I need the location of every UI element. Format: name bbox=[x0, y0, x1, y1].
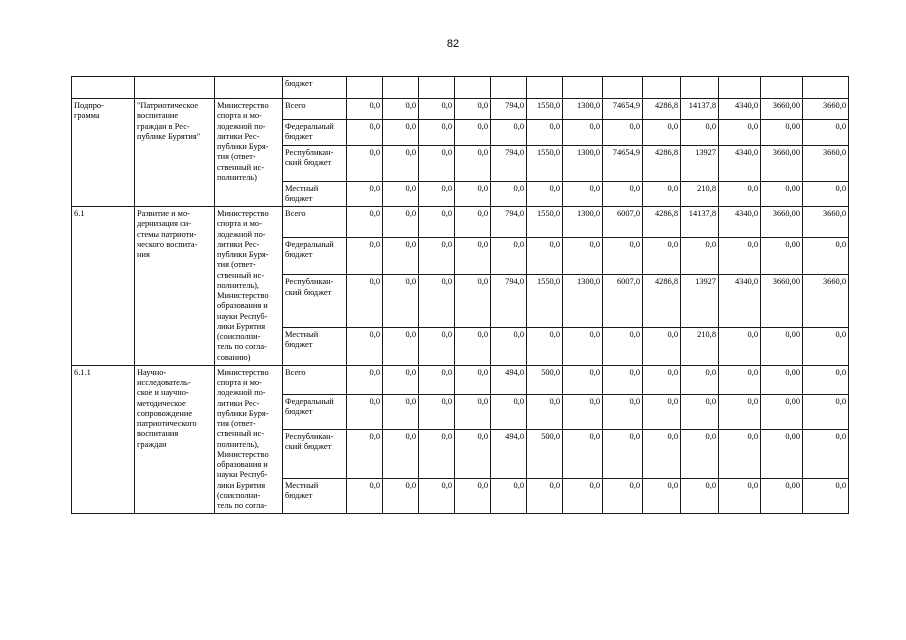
item-name: Научно- исследователь- ское и научно- методическое сопровождение патриотического воспитания граждан bbox=[135, 365, 215, 514]
value-cell: 0,0 bbox=[419, 429, 455, 479]
value-cell: 0,0 bbox=[347, 394, 383, 429]
value-cell: 0,0 bbox=[803, 120, 849, 146]
item-executor: Министерство спорта и мо- лодежной по- литики Рес- публики Буря- тия (ответ- ственный ис- полнитель) bbox=[215, 99, 283, 207]
value-cell: 0,0 bbox=[455, 275, 491, 328]
value-cell: 3660,00 bbox=[761, 207, 803, 238]
value-cell: 6007,0 bbox=[603, 207, 643, 238]
value-cell: 0,0 bbox=[383, 181, 419, 207]
value-cell: 3660,0 bbox=[803, 275, 849, 328]
budget-table bbox=[71, 76, 849, 514]
value-cell: 0,0 bbox=[455, 394, 491, 429]
item-code: 6.1 bbox=[72, 207, 135, 366]
value-cell: 0,0 bbox=[681, 365, 719, 394]
value-cell: 210,8 bbox=[681, 181, 719, 207]
value-cell: 3660,0 bbox=[803, 207, 849, 238]
value-cell: 0,0 bbox=[527, 237, 563, 274]
empty-value-cell bbox=[719, 77, 761, 99]
empty-value-cell bbox=[681, 77, 719, 99]
funding-source: Республикан- ский бюджет bbox=[283, 145, 347, 181]
empty-value-cell bbox=[383, 77, 419, 99]
value-cell: 0,0 bbox=[603, 394, 643, 429]
value-cell: 0,0 bbox=[455, 145, 491, 181]
value-cell: 0,0 bbox=[643, 394, 681, 429]
value-cell: 0,0 bbox=[603, 479, 643, 514]
value-cell: 13927 bbox=[681, 275, 719, 328]
value-cell: 4286,8 bbox=[643, 99, 681, 120]
value-cell: 0,00 bbox=[761, 479, 803, 514]
empty-value-cell bbox=[563, 77, 603, 99]
value-cell: 0,0 bbox=[347, 237, 383, 274]
value-cell: 4340,0 bbox=[719, 207, 761, 238]
value-cell: 0,0 bbox=[383, 275, 419, 328]
value-cell: 3660,0 bbox=[803, 99, 849, 120]
value-cell: 794,0 bbox=[491, 99, 527, 120]
funding-source: Всего bbox=[283, 99, 347, 120]
value-cell: 0,00 bbox=[761, 120, 803, 146]
value-cell: 0,0 bbox=[383, 328, 419, 366]
value-cell: 0,0 bbox=[383, 394, 419, 429]
value-cell: 0,0 bbox=[643, 120, 681, 146]
funding-source: Федеральный бюджет bbox=[283, 120, 347, 146]
value-cell: 0,0 bbox=[527, 181, 563, 207]
value-cell: 3660,00 bbox=[761, 99, 803, 120]
value-cell: 0,0 bbox=[563, 429, 603, 479]
value-cell: 0,0 bbox=[803, 328, 849, 366]
funding-source: Республикан- ский бюджет bbox=[283, 275, 347, 328]
value-cell: 6007,0 bbox=[603, 275, 643, 328]
value-cell: 0,0 bbox=[603, 365, 643, 394]
value-cell: 0,0 bbox=[643, 429, 681, 479]
value-cell: 0,0 bbox=[383, 237, 419, 274]
value-cell: 0,0 bbox=[719, 328, 761, 366]
value-cell: 0,0 bbox=[563, 181, 603, 207]
value-cell: 0,0 bbox=[491, 394, 527, 429]
value-cell: 0,0 bbox=[803, 365, 849, 394]
value-cell: 1300,0 bbox=[563, 207, 603, 238]
value-cell: 0,0 bbox=[681, 479, 719, 514]
value-cell: 0,0 bbox=[455, 181, 491, 207]
value-cell: 0,00 bbox=[761, 181, 803, 207]
value-cell: 0,0 bbox=[563, 328, 603, 366]
value-cell: 0,0 bbox=[643, 237, 681, 274]
value-cell: 0,0 bbox=[643, 479, 681, 514]
value-cell: 1300,0 bbox=[563, 99, 603, 120]
value-cell: 0,0 bbox=[803, 237, 849, 274]
value-cell: 0,0 bbox=[803, 181, 849, 207]
value-cell: 0,0 bbox=[455, 207, 491, 238]
value-cell: 0,0 bbox=[347, 120, 383, 146]
value-cell: 13927 bbox=[681, 145, 719, 181]
value-cell: 0,0 bbox=[383, 207, 419, 238]
value-cell: 0,0 bbox=[803, 479, 849, 514]
value-cell: 0,0 bbox=[455, 120, 491, 146]
value-cell: 4340,0 bbox=[719, 145, 761, 181]
value-cell: 0,0 bbox=[491, 237, 527, 274]
value-cell: 1550,0 bbox=[527, 145, 563, 181]
value-cell: 0,0 bbox=[719, 429, 761, 479]
value-cell: 1300,0 bbox=[563, 275, 603, 328]
table-row bbox=[72, 207, 849, 238]
value-cell: 0,0 bbox=[643, 328, 681, 366]
value-cell: 0,0 bbox=[681, 429, 719, 479]
empty-value-cell bbox=[347, 77, 383, 99]
value-cell: 0,0 bbox=[347, 479, 383, 514]
value-cell: 0,0 bbox=[419, 237, 455, 274]
funding-source: Всего bbox=[283, 365, 347, 394]
value-cell: 14137,8 bbox=[681, 99, 719, 120]
value-cell: 0,0 bbox=[419, 275, 455, 328]
funding-source: Федеральный бюджет bbox=[283, 237, 347, 274]
value-cell: 0,0 bbox=[383, 479, 419, 514]
empty-value-cell bbox=[455, 77, 491, 99]
value-cell: 3660,00 bbox=[761, 275, 803, 328]
value-cell: 1550,0 bbox=[527, 207, 563, 238]
value-cell: 0,0 bbox=[527, 479, 563, 514]
value-cell: 0,0 bbox=[383, 429, 419, 479]
value-cell: 0,0 bbox=[643, 181, 681, 207]
value-cell: 0,0 bbox=[455, 237, 491, 274]
value-cell: 0,0 bbox=[455, 99, 491, 120]
value-cell: 0,0 bbox=[603, 237, 643, 274]
value-cell: 0,0 bbox=[347, 99, 383, 120]
value-cell: 0,0 bbox=[719, 394, 761, 429]
value-cell: 1550,0 bbox=[527, 99, 563, 120]
page-number: 82 bbox=[446, 38, 460, 50]
value-cell: 0,0 bbox=[527, 120, 563, 146]
value-cell: 0,00 bbox=[761, 328, 803, 366]
table-row bbox=[72, 99, 849, 120]
value-cell: 0,00 bbox=[761, 429, 803, 479]
value-cell: 14137,8 bbox=[681, 207, 719, 238]
value-cell: 0,0 bbox=[419, 181, 455, 207]
item-name: Развитие и мо- дернизация си- стемы патриоти- ческого воспита- ния bbox=[135, 207, 215, 366]
value-cell: 0,0 bbox=[419, 365, 455, 394]
value-cell: 210,8 bbox=[681, 328, 719, 366]
funding-source-cell: бюджет bbox=[283, 77, 347, 99]
value-cell: 0,0 bbox=[719, 120, 761, 146]
empty-cell bbox=[215, 77, 283, 99]
value-cell: 0,0 bbox=[347, 207, 383, 238]
value-cell: 0,0 bbox=[419, 394, 455, 429]
value-cell: 1300,0 bbox=[563, 145, 603, 181]
value-cell: 500,0 bbox=[527, 429, 563, 479]
value-cell: 4340,0 bbox=[719, 275, 761, 328]
value-cell: 0,0 bbox=[347, 328, 383, 366]
value-cell: 0,0 bbox=[803, 394, 849, 429]
value-cell: 0,0 bbox=[681, 120, 719, 146]
value-cell: 0,0 bbox=[563, 120, 603, 146]
value-cell: 0,0 bbox=[719, 181, 761, 207]
value-cell: 494,0 bbox=[491, 365, 527, 394]
value-cell: 500,0 bbox=[527, 365, 563, 394]
funding-source: Федеральный бюджет bbox=[283, 394, 347, 429]
item-code: 6.1.1 bbox=[72, 365, 135, 514]
value-cell: 0,0 bbox=[419, 479, 455, 514]
value-cell: 0,0 bbox=[563, 237, 603, 274]
value-cell: 1550,0 bbox=[527, 275, 563, 328]
value-cell: 0,0 bbox=[419, 120, 455, 146]
empty-value-cell bbox=[527, 77, 563, 99]
value-cell: 794,0 bbox=[491, 207, 527, 238]
value-cell: 0,0 bbox=[347, 145, 383, 181]
value-cell: 0,0 bbox=[491, 479, 527, 514]
value-cell: 0,0 bbox=[681, 394, 719, 429]
value-cell: 0,0 bbox=[455, 429, 491, 479]
value-cell: 3660,0 bbox=[803, 145, 849, 181]
value-cell: 0,0 bbox=[383, 120, 419, 146]
value-cell: 0,0 bbox=[603, 120, 643, 146]
value-cell: 0,0 bbox=[491, 120, 527, 146]
value-cell: 74654,9 bbox=[603, 145, 643, 181]
value-cell: 0,0 bbox=[347, 365, 383, 394]
value-cell: 0,00 bbox=[761, 394, 803, 429]
item-executor: Министерство спорта и мо- лодежной по- литики Рес- публики Буря- тия (ответ- ственный ис- полнитель), Министерство образования и науки Респуб- лики Бурятия (соисполни- тель по согла- сованию) bbox=[215, 207, 283, 366]
value-cell: 0,0 bbox=[563, 394, 603, 429]
table-row bbox=[72, 365, 849, 394]
empty-value-cell bbox=[491, 77, 527, 99]
value-cell: 0,0 bbox=[681, 237, 719, 274]
funding-source: Местный бюджет bbox=[283, 328, 347, 366]
value-cell: 0,0 bbox=[491, 328, 527, 366]
value-cell: 0,0 bbox=[491, 181, 527, 207]
item-code: Подпро- грамма bbox=[72, 99, 135, 207]
value-cell: 74654,9 bbox=[603, 99, 643, 120]
value-cell: 0,0 bbox=[383, 365, 419, 394]
value-cell: 4286,8 bbox=[643, 145, 681, 181]
value-cell: 0,0 bbox=[719, 479, 761, 514]
value-cell: 494,0 bbox=[491, 429, 527, 479]
value-cell: 0,0 bbox=[383, 99, 419, 120]
empty-value-cell bbox=[761, 77, 803, 99]
value-cell: 0,0 bbox=[347, 429, 383, 479]
value-cell: 0,0 bbox=[383, 145, 419, 181]
value-cell: 0,0 bbox=[455, 479, 491, 514]
value-cell: 0,0 bbox=[455, 365, 491, 394]
value-cell: 0,0 bbox=[643, 365, 681, 394]
item-executor: Министерство спорта и мо- лодежной по- литики Рес- публики Буря- тия (ответ- ственный ис- полнитель), Министерство образования и науки Респуб- лики Бурятия (соисполни- тель по согла- bbox=[215, 365, 283, 514]
value-cell: 0,0 bbox=[563, 365, 603, 394]
value-cell: 0,0 bbox=[527, 328, 563, 366]
value-cell: 0,00 bbox=[761, 237, 803, 274]
empty-cell bbox=[135, 77, 215, 99]
table-row-continuation bbox=[72, 77, 849, 99]
empty-value-cell bbox=[419, 77, 455, 99]
value-cell: 794,0 bbox=[491, 275, 527, 328]
value-cell: 0,0 bbox=[719, 365, 761, 394]
value-cell: 0,0 bbox=[603, 429, 643, 479]
funding-source: Всего bbox=[283, 207, 347, 238]
empty-cell bbox=[72, 77, 135, 99]
value-cell: 0,00 bbox=[761, 365, 803, 394]
value-cell: 3660,00 bbox=[761, 145, 803, 181]
empty-value-cell bbox=[603, 77, 643, 99]
value-cell: 0,0 bbox=[563, 479, 603, 514]
value-cell: 0,0 bbox=[455, 328, 491, 366]
value-cell: 0,0 bbox=[603, 328, 643, 366]
value-cell: 0,0 bbox=[603, 181, 643, 207]
value-cell: 4286,8 bbox=[643, 275, 681, 328]
funding-source: Республикан- ский бюджет bbox=[283, 429, 347, 479]
value-cell: 794,0 bbox=[491, 145, 527, 181]
value-cell: 4286,8 bbox=[643, 207, 681, 238]
value-cell: 0,0 bbox=[803, 429, 849, 479]
empty-value-cell bbox=[803, 77, 849, 99]
value-cell: 0,0 bbox=[419, 99, 455, 120]
value-cell: 0,0 bbox=[347, 181, 383, 207]
value-cell: 0,0 bbox=[419, 207, 455, 238]
item-name: "Патриотическое воспитание граждан в Рес- публике Бурятия" bbox=[135, 99, 215, 207]
funding-source: Местный бюджет bbox=[283, 181, 347, 207]
value-cell: 0,0 bbox=[419, 145, 455, 181]
value-cell: 0,0 bbox=[419, 328, 455, 366]
value-cell: 0,0 bbox=[719, 237, 761, 274]
value-cell: 0,0 bbox=[527, 394, 563, 429]
empty-value-cell bbox=[643, 77, 681, 99]
value-cell: 4340,0 bbox=[719, 99, 761, 120]
value-cell: 0,0 bbox=[347, 275, 383, 328]
funding-source: Местный бюджет bbox=[283, 479, 347, 514]
